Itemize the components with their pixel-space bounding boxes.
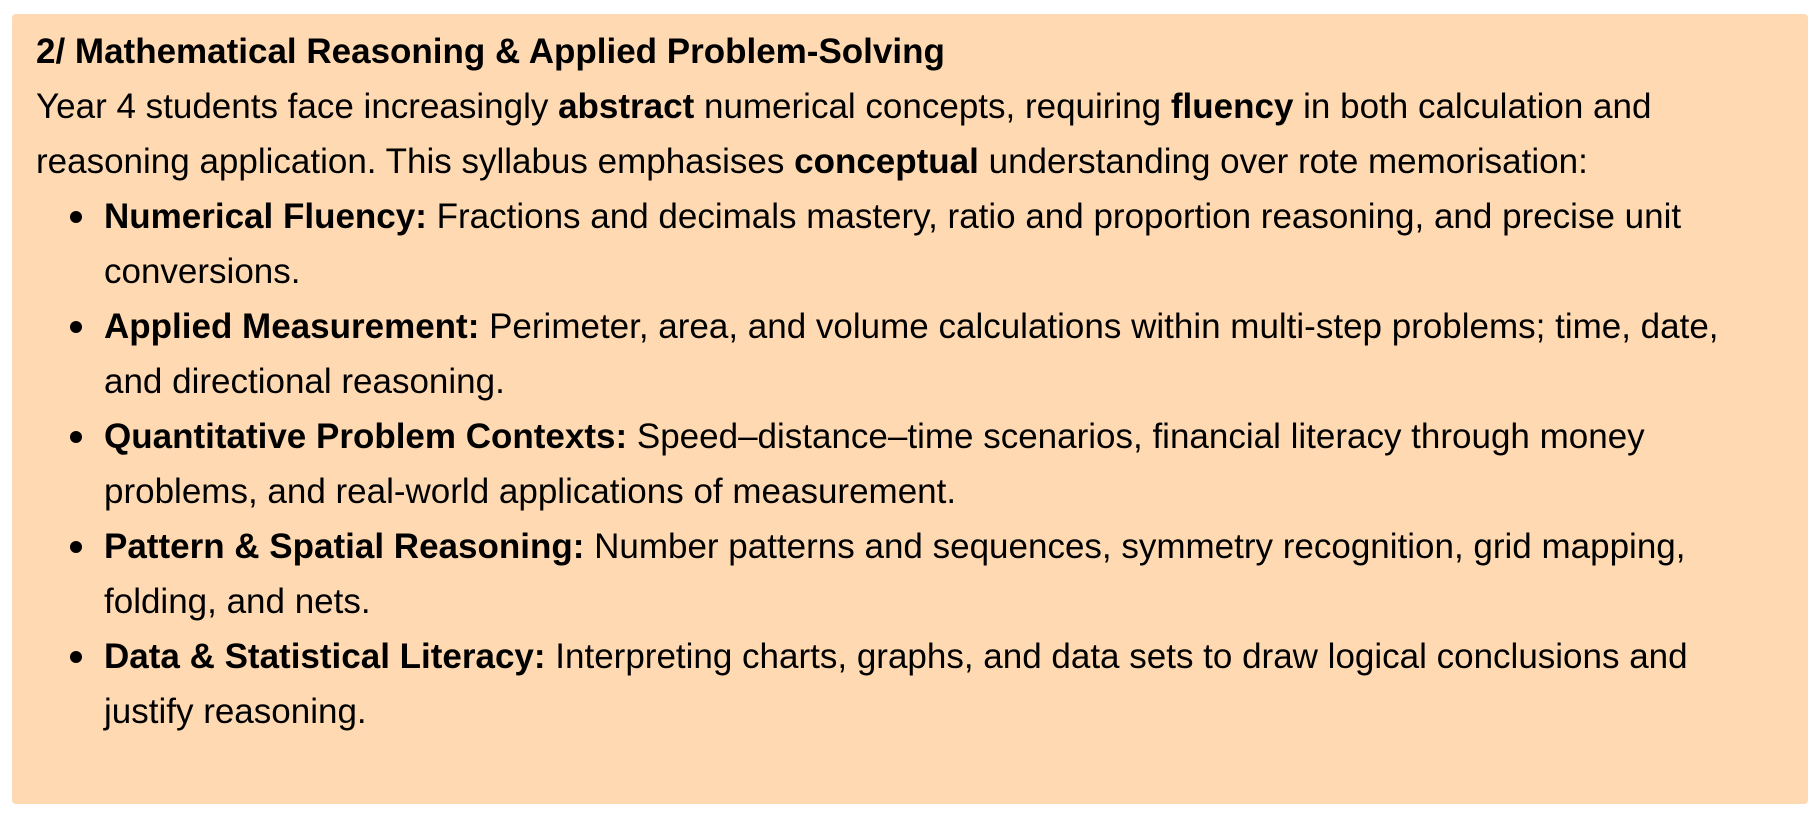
topic-description: Perimeter, area, and volume calculations within multi-step problems; time, date, and directional reasoning. <box>104 307 1719 401</box>
bullet-dot-icon <box>70 431 82 443</box>
bullet-dot-icon <box>70 541 82 553</box>
topic-item-applied-measurement <box>104 299 1784 409</box>
topic-item-data-statistical-literacy <box>104 629 1784 739</box>
topic-term: Quantitative Problem Contexts: <box>104 417 628 456</box>
intro-emphasis-fluency: fluency <box>1170 87 1294 126</box>
topic-list <box>36 189 1784 739</box>
intro-text-2: numerical concepts, requiring <box>694 87 1171 126</box>
section-intro <box>36 79 1784 189</box>
topic-term: Pattern & Spatial Reasoning: <box>104 527 585 566</box>
topic-description: Fractions and decimals mastery, ratio and proportion reasoning, and precise unit conversions. <box>104 197 1682 291</box>
section-title: 2/ Mathematical Reasoning & Applied Problem-Solving <box>36 32 945 71</box>
topic-description: Interpreting charts, graphs, and data sets to draw logical conclusions and justify reasoning. <box>104 637 1688 731</box>
topic-item-pattern-spatial-reasoning <box>104 519 1784 629</box>
syllabus-section-panel <box>12 14 1808 804</box>
topic-description: Number patterns and sequences, symmetry recognition, grid mapping, folding, and nets. <box>104 527 1686 621</box>
topic-item-quantitative-problem-contexts <box>104 409 1784 519</box>
bullet-dot-icon <box>70 651 82 663</box>
topic-item-numerical-fluency <box>104 189 1784 299</box>
intro-emphasis-conceptual: conceptual <box>794 142 979 181</box>
intro-text-4: understanding over rote memorisation: <box>978 142 1588 181</box>
topic-description: Speed–distance–time scenarios, financial literacy through money problems, and real-world applications of measurement. <box>104 417 1645 511</box>
bullet-dot-icon <box>70 321 82 333</box>
intro-emphasis-abstract: abstract <box>558 87 695 126</box>
intro-text-3: in both calculation and reasoning application. This syllabus emphasises <box>36 87 1652 181</box>
bullet-dot-icon <box>70 211 82 223</box>
topic-term: Data & Statistical Literacy: <box>104 637 546 676</box>
topic-term: Numerical Fluency: <box>104 197 427 236</box>
topic-term: Applied Measurement: <box>104 307 480 346</box>
intro-text-1: Year 4 students face increasingly <box>36 87 559 126</box>
